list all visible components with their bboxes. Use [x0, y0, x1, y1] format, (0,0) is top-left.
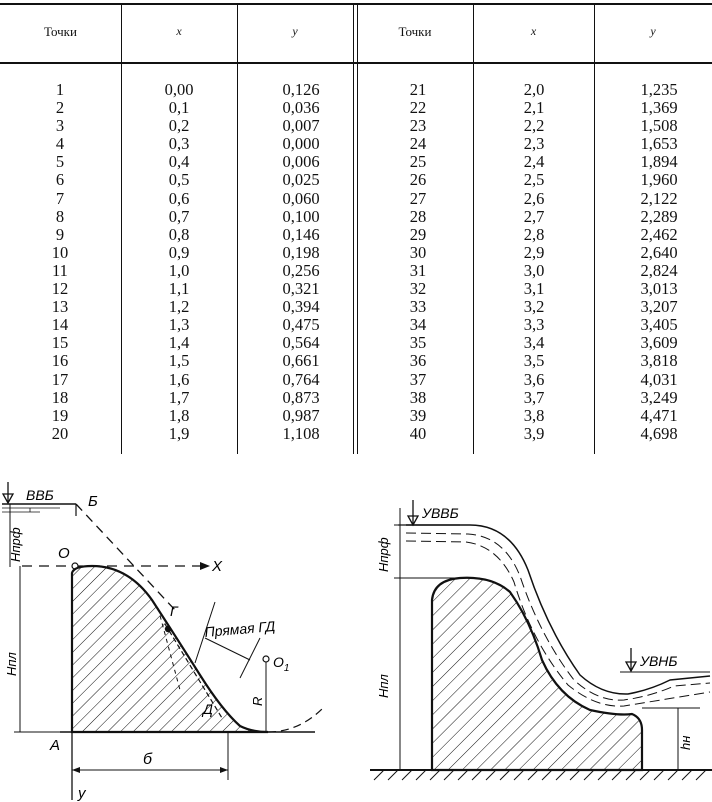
- table-cell: 38: [409, 387, 427, 407]
- header-points-left: Точки: [44, 24, 77, 39]
- head-label: Нпрф: [8, 527, 23, 562]
- table-cell: 0,321: [282, 279, 320, 299]
- table-cell: 3,013: [640, 279, 678, 299]
- head-label: Нпрф: [376, 537, 391, 572]
- table-double-divider: [357, 4, 358, 454]
- downstream-level-label: УВНБ: [640, 653, 678, 669]
- y-axis-label: y: [78, 785, 86, 802]
- point-b-label: Б: [88, 493, 98, 510]
- width-label: б: [143, 751, 152, 768]
- table-cell: 1,1: [168, 279, 190, 299]
- table-cell: 4,031: [640, 369, 678, 389]
- table-cell: 9: [55, 224, 65, 244]
- table-cell: 2,7: [523, 206, 545, 226]
- header-y-right: y: [650, 24, 656, 38]
- table-cell: 1,0: [168, 260, 190, 280]
- table-cell: 3,0: [523, 260, 545, 280]
- table-cell: 22: [409, 98, 427, 118]
- table-cell: 2: [55, 98, 65, 118]
- table-cell: 2,462: [640, 224, 678, 244]
- table-cell: 3,405: [640, 315, 678, 335]
- table-cell: 0,100: [282, 206, 320, 226]
- point-g-label: Г: [170, 603, 178, 619]
- table-cell: 2,5: [523, 170, 545, 190]
- table-cell: 2,4: [523, 152, 545, 172]
- table-cell: 32: [409, 279, 427, 299]
- table-cell: 0,007: [282, 116, 320, 136]
- table-cell: 0,5: [168, 170, 190, 190]
- table-cell: 1,894: [640, 152, 678, 172]
- table-cell: 18: [51, 387, 69, 407]
- column-y-left: [272, 81, 330, 443]
- table-cell: 10: [51, 242, 69, 262]
- table-cell: 15: [51, 333, 69, 353]
- table-cell: 39: [409, 405, 427, 425]
- table-cell: 0,8: [168, 224, 190, 244]
- table-col-divider: [237, 4, 238, 454]
- table-cell: 0,873: [282, 387, 320, 407]
- table-cell: 33: [409, 297, 427, 317]
- header-points-right: Точки: [398, 24, 432, 39]
- table-cell: 3,249: [640, 387, 678, 407]
- table-cell: 27: [409, 188, 427, 208]
- table-cell: 16: [51, 351, 69, 371]
- table-cell: 37: [409, 369, 427, 389]
- table-cell: 3,207: [640, 297, 678, 317]
- table-cell: 3,609: [640, 333, 678, 353]
- column-points-left: [40, 81, 80, 443]
- line-gd-label: Прямая ГД: [203, 617, 276, 640]
- table-cell: 1,7: [168, 387, 190, 407]
- table-cell: 0,060: [282, 188, 320, 208]
- table-cell: 6: [55, 170, 65, 190]
- header-x-right: x: [530, 24, 537, 38]
- table-double-divider: [353, 4, 354, 454]
- table-cell: 0,7: [168, 206, 190, 226]
- table-cell: 0,1: [168, 98, 190, 118]
- spillway-flow-diagram: [370, 480, 712, 802]
- table-cell: 0,2: [168, 116, 190, 136]
- table-cell: 3,3: [523, 315, 545, 335]
- table-cell: 24: [409, 134, 427, 154]
- table-cell: 1: [55, 80, 65, 99]
- table-cell: 1,960: [640, 170, 678, 190]
- table-cell: 13: [51, 297, 69, 317]
- table-cell: 0,198: [282, 242, 320, 262]
- table-cell: 1,6: [168, 369, 190, 389]
- table-cell: 3,4: [523, 333, 545, 353]
- table-cell: 19: [51, 405, 69, 425]
- table-cell: 29: [409, 224, 427, 244]
- column-x-right: [510, 81, 558, 443]
- point-d-label: Д: [203, 701, 213, 717]
- table-cell: 0,764: [282, 369, 320, 389]
- table-cell: 11: [52, 260, 68, 280]
- table-cell: 35: [409, 333, 427, 353]
- tail-arc: [268, 706, 325, 732]
- table-cell: 2,2: [523, 116, 545, 136]
- table-cell: 0,126: [282, 80, 320, 99]
- table-cell: 34: [409, 315, 427, 335]
- table-cell: 1,3: [168, 315, 190, 335]
- table-cell: 2,122: [640, 188, 678, 208]
- table-cell: 3,6: [523, 369, 545, 389]
- table-cell: 3,8: [523, 405, 545, 425]
- table-cell: 2,0: [523, 80, 545, 99]
- table-cell: 5: [55, 152, 65, 172]
- table-cell: 23: [409, 116, 427, 136]
- header-x-left: x: [176, 24, 182, 38]
- table-cell: 2,6: [523, 188, 545, 208]
- upstream-level-label: УВВБ: [422, 505, 459, 521]
- table-cell: 2,1: [523, 98, 545, 118]
- table-cell: 1,8: [168, 405, 190, 425]
- ground-hatching: [374, 770, 706, 780]
- table-cell: 20: [51, 423, 69, 443]
- table-cell: 1,9: [168, 423, 190, 443]
- table-cell: 0,00: [164, 80, 194, 99]
- table-cell: 0,025: [282, 170, 320, 190]
- table-cell: 1,235: [640, 80, 678, 99]
- table-cell: 12: [51, 279, 69, 299]
- header-y-left: y: [292, 24, 298, 38]
- table-cell: 3,818: [640, 351, 678, 371]
- table-cell: 0,987: [282, 405, 320, 425]
- table-cell: 14: [51, 315, 69, 335]
- table-col-divider: [121, 4, 122, 454]
- table-cell: 0,6: [168, 188, 190, 208]
- table-cell: 0,394: [282, 297, 320, 317]
- weir-body: [72, 566, 268, 732]
- table-cell: 0,9: [168, 242, 190, 262]
- upstream-level-label: ВВБ: [26, 487, 54, 503]
- table-cell: 30: [409, 242, 427, 262]
- table-cell: 4,698: [640, 423, 678, 443]
- table-cell: 25: [409, 152, 427, 172]
- column-x-left: [155, 81, 203, 443]
- table-cell: 2,824: [640, 260, 678, 280]
- table-cell: 36: [409, 351, 427, 371]
- table-cell: 2,289: [640, 206, 678, 226]
- table-cell: 0,000: [282, 134, 320, 154]
- weir-profile-diagram: [0, 470, 340, 802]
- table-cell: 1,2: [168, 297, 190, 317]
- table-col-divider: [473, 4, 474, 454]
- table-top-rule: [0, 3, 712, 5]
- table-cell: 0,564: [282, 333, 320, 353]
- table-cell: 8: [55, 206, 65, 226]
- table-cell: 0,661: [282, 351, 320, 371]
- table-cell: 0,006: [282, 152, 320, 172]
- table-cell: 0,256: [282, 260, 320, 280]
- table-cell: 1,108: [282, 423, 320, 443]
- weir-body: [432, 578, 642, 770]
- table-col-divider: [594, 4, 595, 454]
- table-cell: 4: [55, 134, 65, 154]
- table-cell: 3,7: [523, 387, 545, 407]
- table-cell: 3,2: [523, 297, 545, 317]
- table-cell: 2,9: [523, 242, 545, 262]
- table-cell: 0,036: [282, 98, 320, 118]
- column-points-right: [398, 81, 438, 443]
- tail-depth-label: hн: [678, 735, 693, 750]
- table-cell: 31: [409, 260, 427, 280]
- table-cell: 1,4: [168, 333, 190, 353]
- table-cell: 0,475: [282, 315, 320, 335]
- table-cell: 1,5: [168, 351, 190, 371]
- origin-label: О: [58, 545, 70, 562]
- table-cell: 28: [409, 206, 427, 226]
- table-cell: 2,8: [523, 224, 545, 244]
- height-label: Нпл: [376, 674, 391, 698]
- table-cell: 3: [55, 116, 65, 136]
- table-cell: 3,5: [523, 351, 545, 371]
- table-cell: 7: [55, 188, 65, 208]
- table-cell: 2,640: [640, 242, 678, 262]
- table-cell: 2,3: [523, 134, 545, 154]
- x-axis-label: X: [212, 558, 223, 575]
- table-cell: 1,369: [640, 98, 678, 118]
- column-y-right: [630, 81, 688, 443]
- table-cell: 4,471: [640, 405, 678, 425]
- table-cell: 26: [409, 170, 427, 190]
- table-cell: 17: [51, 369, 69, 389]
- table-cell: 1,508: [640, 116, 678, 136]
- table-cell: 3,1: [523, 279, 545, 299]
- height-label: Нпл: [4, 652, 19, 676]
- table-cell: 0,4: [168, 152, 190, 172]
- table-cell: 0,146: [282, 224, 320, 244]
- point-o1-label: $О_1$: [273, 654, 290, 674]
- table-cell: 1,653: [640, 134, 678, 154]
- table-cell: 3,9: [523, 423, 545, 443]
- table-cell: 40: [409, 423, 427, 443]
- table-header-rule: [0, 62, 712, 64]
- table-cell: 21: [409, 80, 427, 99]
- radius-label: R: [250, 696, 265, 706]
- table-cell: 0,3: [168, 134, 190, 154]
- point-a-label: А: [50, 737, 61, 754]
